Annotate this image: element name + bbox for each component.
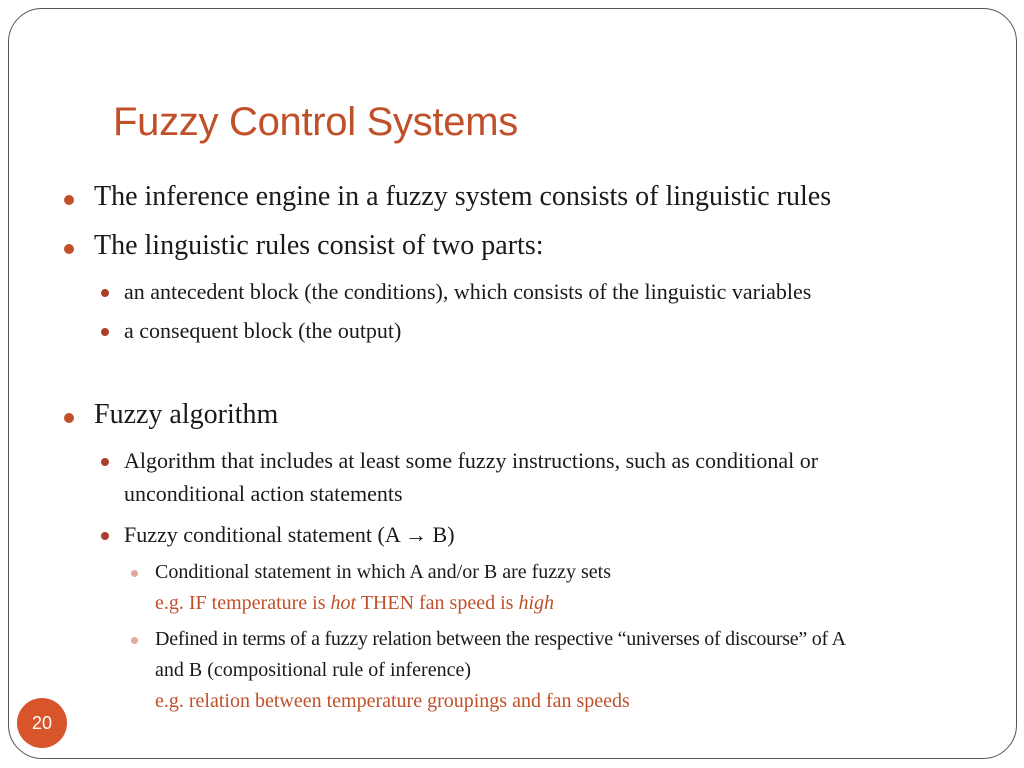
bullet-conditional-statement: Conditional statement in which A and/or B are fuzzy sets [155, 561, 612, 583]
bullet-fuzzy-conditional: Fuzzy conditional statement (A → B) [124, 522, 455, 547]
bullet-dot [131, 570, 138, 577]
bullet-dot [64, 413, 74, 423]
bullet-dot [131, 637, 138, 644]
bullet-linguistic-rules: The linguistic rules consist of two parts: [94, 230, 544, 261]
bullet-dot [101, 328, 109, 336]
bullet-fuzzy-relation-cont: and B (compositional rule of inference) [155, 659, 471, 681]
example-relation: e.g. relation between temperature groupings and fan speeds [155, 690, 630, 712]
example-text: e.g. IF temperature is [155, 592, 331, 614]
slide-title: Fuzzy Control Systems [113, 100, 518, 144]
bullet-dot [101, 532, 109, 540]
bullet-inference-engine: The inference engine in a fuzzy system consists of linguistic rules [94, 181, 832, 212]
bullet-dot [64, 195, 74, 205]
bullet-fuzzy-relation: Defined in terms of a fuzzy relation between the respective “universes of discourse” of A [155, 628, 846, 650]
bullet-fuzzy-algorithm: Fuzzy algorithm [94, 399, 279, 430]
bullet-antecedent-block: an antecedent block (the conditions), which consists of the linguistic variables [124, 279, 812, 304]
bullet-algorithm-definition-cont: unconditional action statements [124, 481, 403, 506]
bullet-consequent-block: a consequent block (the output) [124, 318, 402, 343]
page-number-badge [17, 698, 67, 748]
bullet-dot [64, 244, 74, 254]
bullet-algorithm-definition: Algorithm that includes at least some fuzzy instructions, such as conditional or [124, 448, 819, 473]
example-hot: hot [330, 592, 357, 614]
bullet-dot [101, 289, 109, 297]
bullet-dot [101, 458, 109, 466]
example-high: high [518, 592, 554, 614]
page-number: 20 [31, 712, 53, 733]
example-text: THEN fan speed is [356, 592, 519, 614]
example-if-then [155, 592, 554, 615]
